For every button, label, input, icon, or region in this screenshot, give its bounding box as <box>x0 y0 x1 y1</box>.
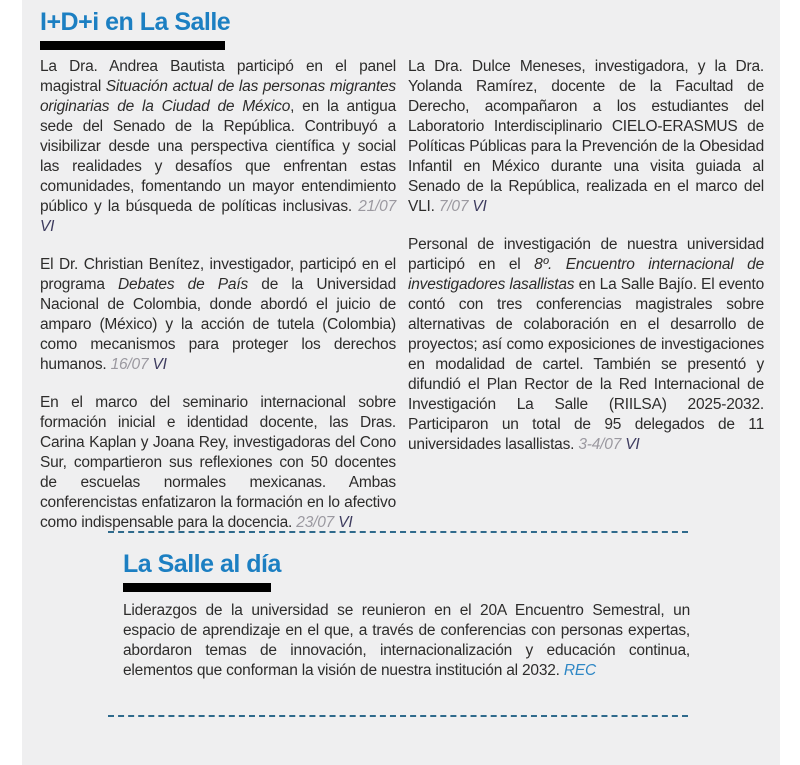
content-panel <box>22 0 780 765</box>
news-paragraph-meneses <box>408 57 764 217</box>
news-paragraph-seminario <box>40 393 396 533</box>
news-paragraph-liderazgos <box>123 601 690 681</box>
section-idi-title: I+D+i en La Salle <box>40 8 231 36</box>
alday-column <box>123 601 690 699</box>
idi-right-column <box>408 57 764 473</box>
text-run: El Dr. Christian Benítez, investigador, participó en el programa <box>40 256 396 293</box>
text-run: 23/07 <box>296 514 335 531</box>
text-run: 8º. Encuentro internacional de investigadores lasallistas <box>408 256 764 293</box>
section-alday-title: La Salle al día <box>123 550 281 578</box>
news-paragraph-encuentro <box>408 235 764 455</box>
idi-left-column <box>40 57 396 551</box>
text-run: VI <box>472 198 487 215</box>
text-run: 3-4/07 <box>578 436 622 453</box>
text-run: Debates de País <box>118 276 248 293</box>
text-run: Liderazgos de la universidad se reunieron en el 20A Encuentro Semestral, un espacio de aprendizaje en el que, a través de conferencias con personas expertas, abordaron temas de innovación, internacionalización y educación continua, elementos que conforman la visión de nuestra institución al 2032. <box>123 602 690 679</box>
text-run: Situación actual de las personas migrantes originarias de la Ciudad de México <box>40 78 396 115</box>
text-run: La Dra. Dulce Meneses, investigadora, y la Dra. Yolanda Ramírez, docente de la Facultad de Derecho, acompañaron a los estudiantes del Laboratorio Interdisciplinario CIELO-ERASMUS de Políticas Públicas para la Prevención de la Obesidad Infantil en México durante una visita guiada al Senado de la República, realizada en el marco del VLI. <box>408 58 764 215</box>
text-run: En el marco del seminario internacional sobre formación inicial e identidad docente, las Dras. Carina Kaplan y Joana Rey, investigadoras del Cono Sur, compartieron sus reflexiones con 50 docentes de escuelas normales mexicanas. Ambas conferencistas enfatizaron la formación en lo afectivo como indispensable para la docencia. <box>40 394 396 531</box>
text-run: VI <box>152 356 167 373</box>
text-run: en La Salle Bajío. El evento contó con tres conferencias magistrales sobre alternativas de colaboración en el desarrollo de proyectos; así como exposiciones de investigaciones en modalidad de cartel. También se presentó y difundió el Plan Rector de la Red Internacional de Investigación La Salle (RIILSA) 2025-2032. Participaron un total de 95 delegados de 11 universidades lasallistas. <box>408 276 764 453</box>
text-run: 16/07 <box>110 356 149 373</box>
text-run: de la Universidad Nacional de Colombia, donde abordó el juicio de amparo (México) y la acción de tutela (Colombia) como mecanismos para proteger los derechos humanos. <box>40 276 397 373</box>
text-run: , en la antigua sede del Senado de la República. Contribuyó a visibilizar desde una perspectiva científica y social las realidades y desafíos que enfrentan estas comunidades, fomentando un mayor entendimiento público y la búsqueda de políticas inclusivas. <box>40 98 397 215</box>
bottom-divider-dashed-line <box>108 715 688 717</box>
text-run: VI <box>625 436 640 453</box>
text-run: Personal de investigación de nuestra universidad participó en el <box>408 236 764 273</box>
section-divider-dashed-line <box>108 531 688 533</box>
text-run: VI <box>40 218 55 235</box>
text-run: La Dra. Andrea Bautista participó en el panel magistral <box>40 58 396 95</box>
alday-title-underline-bar <box>123 583 271 592</box>
news-paragraph-benitez <box>40 255 396 375</box>
news-paragraph-bautista <box>40 57 396 237</box>
idi-title-underline-bar <box>40 41 225 50</box>
text-run: 21/07 <box>358 198 396 215</box>
text-run: REC <box>563 662 597 679</box>
text-run: VI <box>338 514 353 531</box>
text-run: 7/07 <box>438 198 469 215</box>
